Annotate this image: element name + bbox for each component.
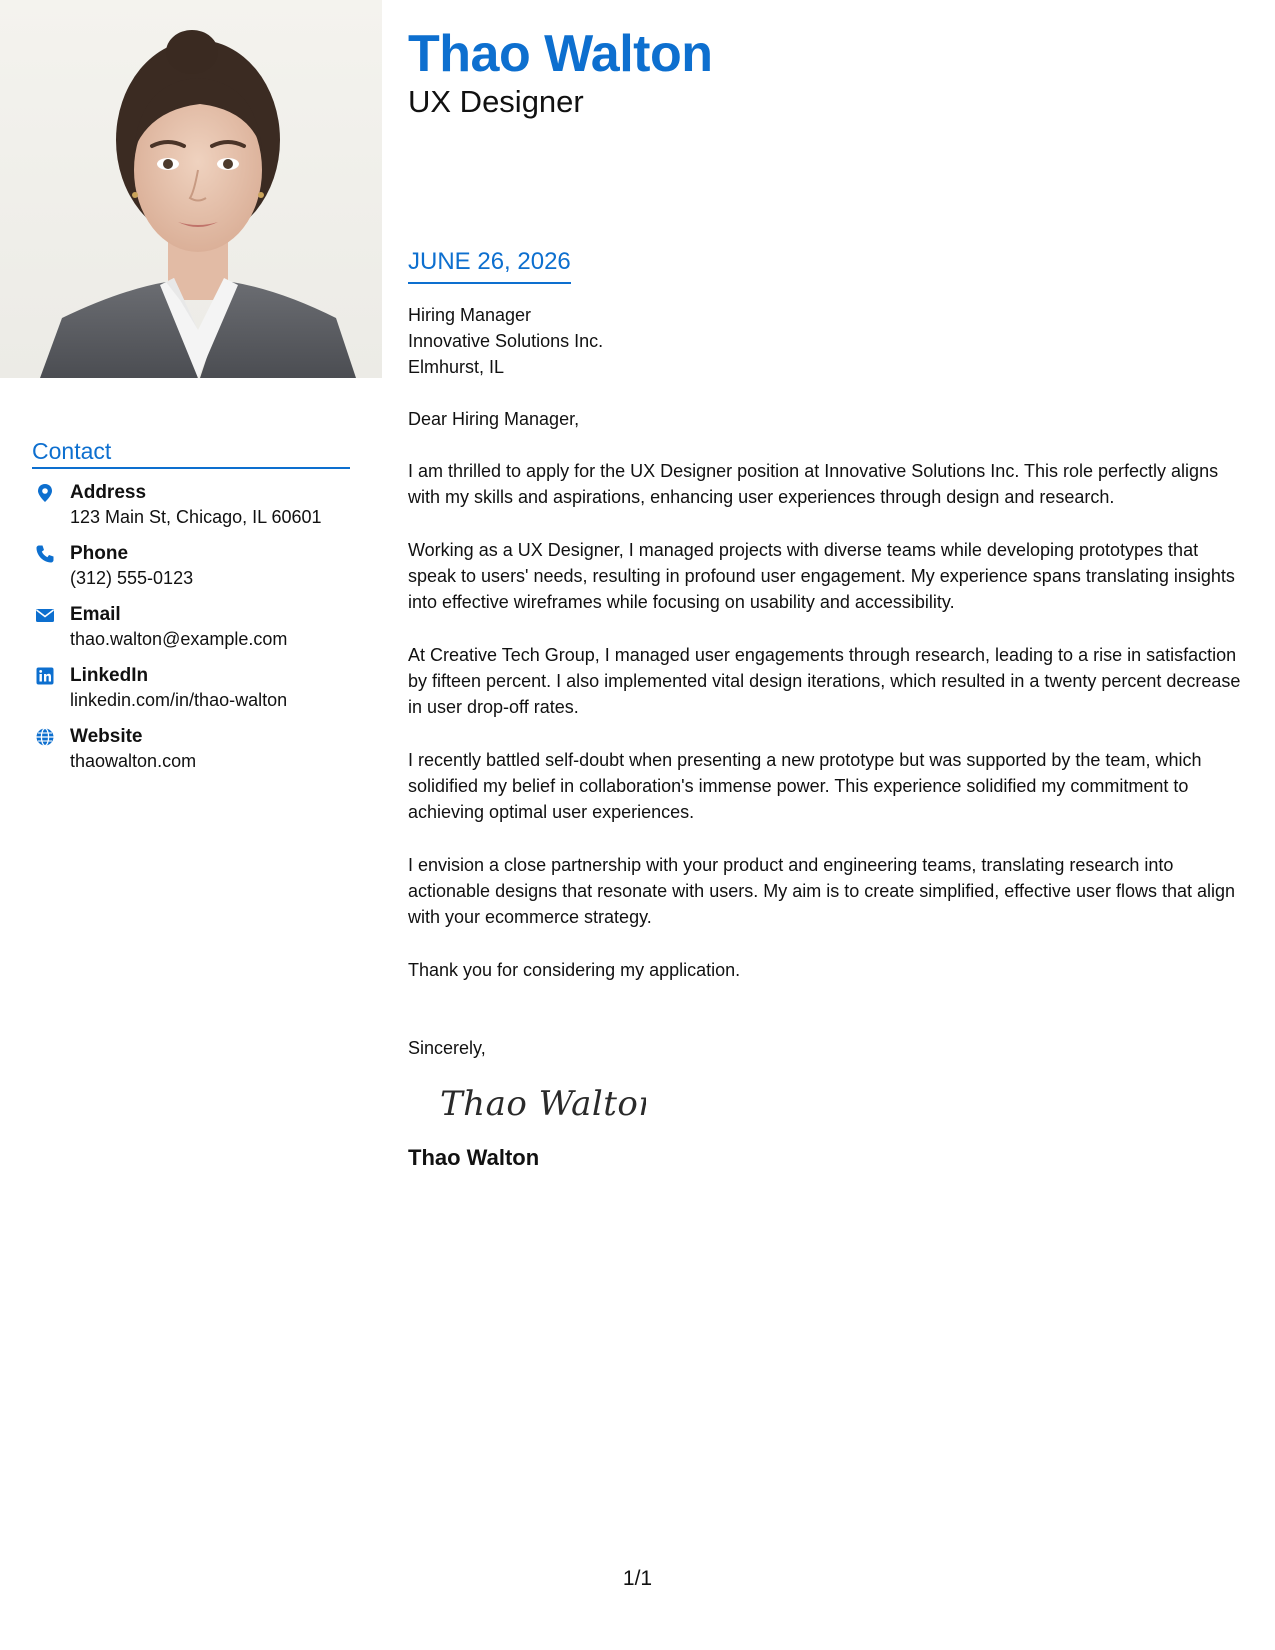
globe-icon	[35, 727, 55, 747]
contact-phone	[32, 542, 350, 590]
profile-photo	[0, 0, 382, 378]
paragraph: I am thrilled to apply for the UX Designer position at Innovative Solutions Inc. This role perfectly aligns with my skills and aspirations, enhancing user experiences through design and research.	[408, 461, 1219, 507]
signature-text: Thao Walton	[440, 1084, 646, 1124]
applicant-role: UX Designer	[408, 84, 584, 119]
recipient-company: Innovative Solutions Inc.	[408, 331, 604, 351]
page-number: 1/1	[622, 1567, 653, 1590]
contact-label: Website	[70, 726, 143, 747]
salutation: Dear Hiring Manager,	[408, 409, 580, 429]
contact-label: Address	[70, 482, 147, 503]
contact-website	[32, 725, 350, 773]
applicant-name: Thao Walton	[408, 25, 713, 83]
contact-label: Email	[70, 604, 121, 625]
contact-value: thaowalton.com	[70, 751, 197, 771]
contact-value: linkedin.com/in/thao-walton	[70, 690, 288, 710]
location-pin-icon	[35, 483, 55, 503]
signed-name: Thao Walton	[408, 1145, 540, 1170]
recipient-title: Hiring Manager	[408, 305, 532, 325]
paragraph: Thank you for considering my application.	[408, 960, 741, 980]
contact-email	[32, 603, 350, 651]
contact-address	[32, 481, 350, 529]
contact-sidebar	[32, 438, 350, 786]
contact-linkedin	[32, 664, 350, 712]
paragraph: At Creative Tech Group, I managed user engagements through research, leading to a rise in satisfaction by fifteen percent. I also implemented vital design iterations, which resulted in a twenty percent decrease in user drop-off rates.	[408, 645, 1241, 717]
closing: Sincerely,	[408, 1038, 486, 1058]
letter-date: JUNE 26, 2026	[408, 248, 571, 284]
envelope-icon	[35, 605, 55, 625]
contact-heading: Contact	[32, 438, 350, 469]
contact-value: thao.walton@example.com	[70, 629, 288, 649]
handwritten-signature	[436, 1073, 646, 1133]
linkedin-icon	[35, 666, 55, 686]
paragraph: I envision a close partnership with your product and engineering teams, translating research into actionable designs that resonate with users. My aim is to create simplified, effective user flows that align with your ecommerce strategy.	[408, 855, 1236, 927]
phone-icon	[35, 544, 55, 564]
recipient-location: Elmhurst, IL	[408, 357, 505, 377]
contact-label: LinkedIn	[70, 665, 149, 686]
contact-value: (312) 555-0123	[70, 568, 194, 588]
recipient-block	[408, 302, 1248, 380]
contact-value: 123 Main St, Chicago, IL 60601	[70, 507, 322, 527]
paragraph: I recently battled self-doubt when presenting a new prototype but was supported by the team, which solidified my belief in collaboration's immense power. This experience solidified my commitment to achieving optimal user experiences.	[408, 750, 1202, 822]
letter-body	[408, 24, 1248, 1171]
paragraph: Working as a UX Designer, I managed projects with diverse teams while developing prototypes that speak to users' needs, resulting in profound user engagement. My experience spans translating insights into effective wireframes while focusing on usability and accessibility.	[408, 540, 1235, 612]
contact-label: Phone	[70, 543, 129, 564]
